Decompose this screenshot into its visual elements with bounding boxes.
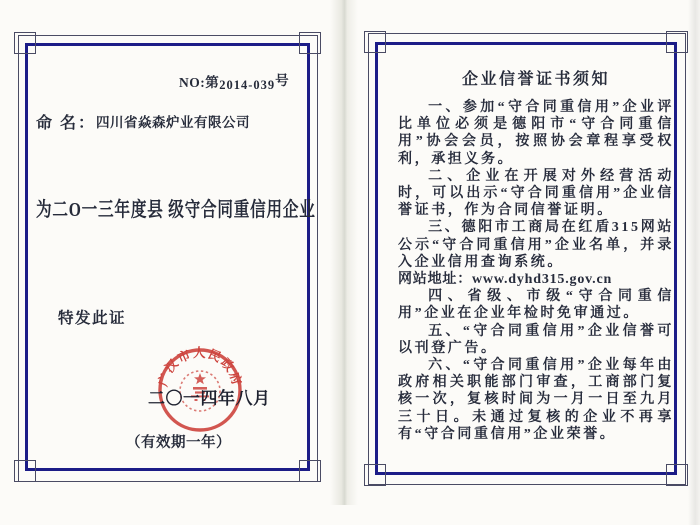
right-page-corner-ornament xyxy=(666,464,688,486)
right-page-corner-ornament xyxy=(666,31,688,53)
seal-text: 广汉市人民政府 xyxy=(155,346,245,389)
left-page-corner-ornament xyxy=(299,32,321,54)
notice-page xyxy=(398,66,674,443)
right-page-corner-ornament xyxy=(364,464,386,486)
notice-title: 企业信誉证书须知 xyxy=(461,71,610,88)
notice-paragraph-2: 二、企业在开展对外经营活动时，可以出示“守合同重信用”企业信誉证书，作为合同信誉证明。 xyxy=(398,168,674,219)
center-fold-shading xyxy=(330,0,358,505)
issuance-line: 特发此证 xyxy=(58,310,127,327)
award-statement: 为二O一三年度县 级守合同重信用企业 xyxy=(36,199,316,221)
page-edge-shadow xyxy=(688,0,700,525)
certificate-serial xyxy=(179,71,289,91)
serial-prefix: NO:第 xyxy=(179,75,220,90)
notice-paragraph-5: 五、“守合同重信用”企业信誉可以刊登广告。 xyxy=(398,323,674,356)
validity-note: （有效期一年） xyxy=(126,435,231,451)
serial-number: 2014-039 xyxy=(219,78,276,92)
company-name-row xyxy=(36,110,250,133)
notice-paragraph-6: 六、“守合同重信用”企业每年由政府相关职能部门审查，工商部门复核一次，复核时间为一月一日至九月三十日。未通过复核的企业不再享有“守合同重信用”企业荣誉。 xyxy=(398,358,674,442)
serial-suffix: 号 xyxy=(275,73,290,88)
right-page-corner-ornament xyxy=(364,31,386,53)
notice-website-line: 网站地址：www.dyhd315.gov.cn xyxy=(398,272,613,288)
notice-paragraph-3: 三、德阳市工商局在红盾315网站公示“守合同重信用”企业名单，并录入企业信用查询系统。 xyxy=(398,220,674,270)
notice-paragraph-4: 四、省级、市级“守合同重信用”企业在企业年检时免审通过。 xyxy=(398,289,674,322)
issue-date: 二〇一四年八月 xyxy=(148,389,271,408)
left-page-corner-ornament xyxy=(299,460,321,482)
left-page-corner-ornament xyxy=(14,460,36,482)
left-page-corner-ornament xyxy=(14,32,36,54)
notice-paragraph-1: 一、参加“守合同重信用”企业评比单位必须是德阳市“守合同重信用”协会会员，按照协会章程享受权利，承担义务。 xyxy=(398,100,674,167)
name-label: 命 名： xyxy=(36,115,97,132)
company-name: 四川省焱森炉业有限公司 xyxy=(96,115,251,130)
